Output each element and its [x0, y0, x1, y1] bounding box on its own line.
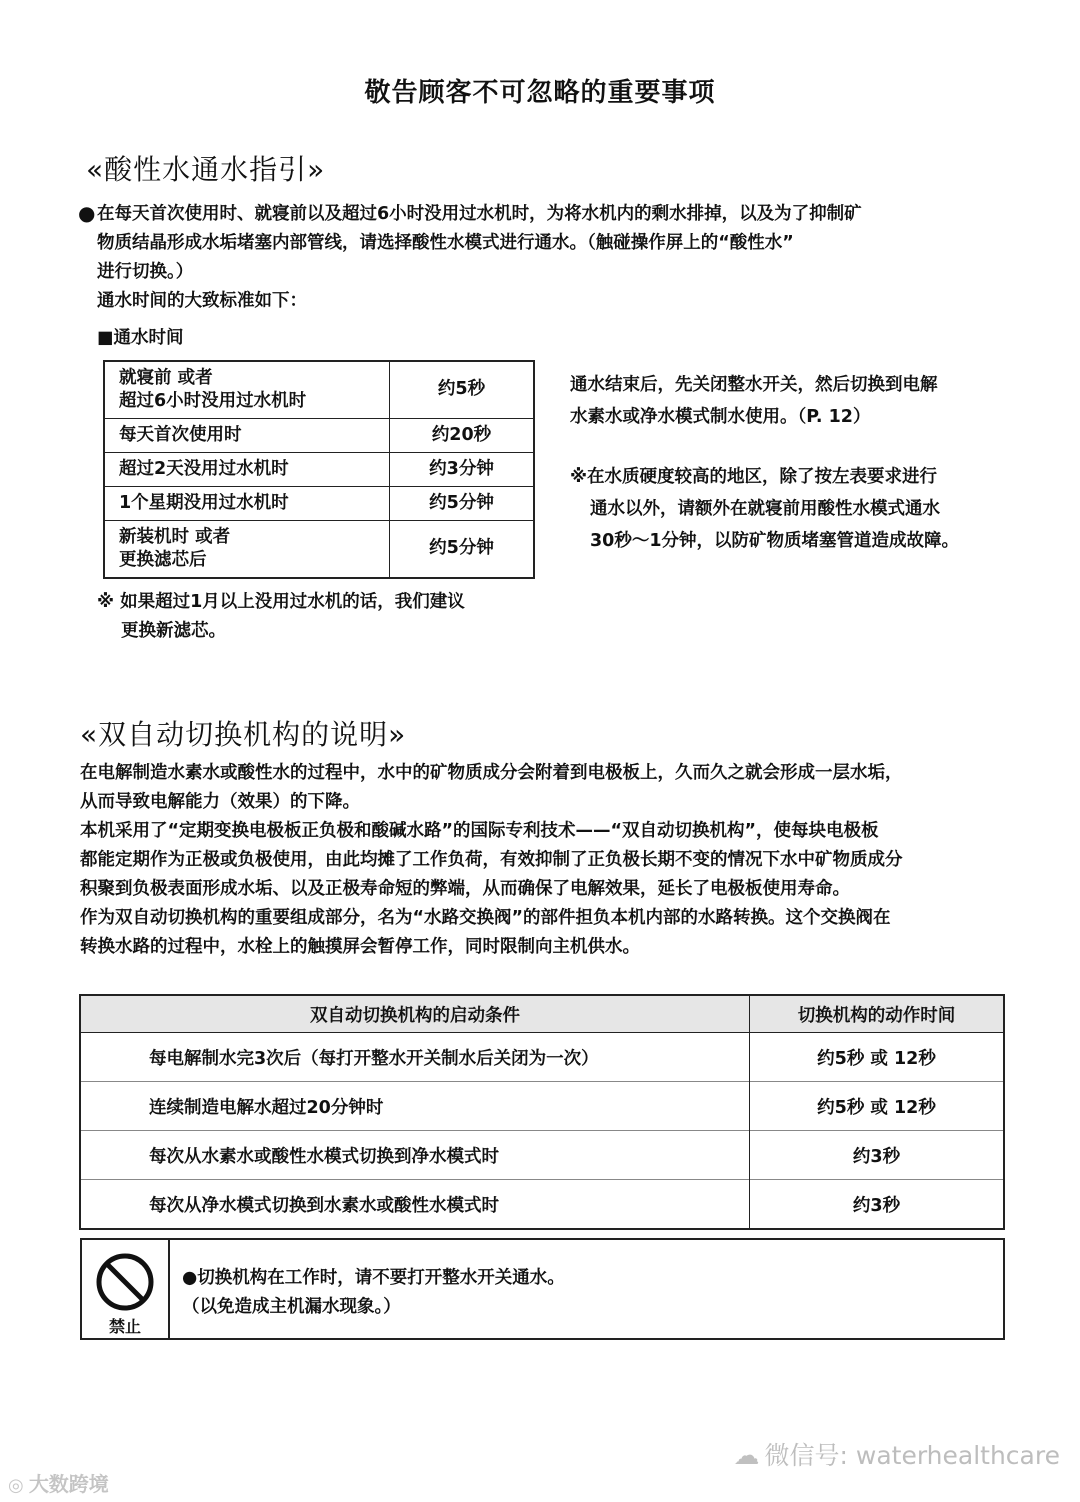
- table-cell-time: 约5秒: [390, 361, 535, 418]
- paragraph-line: 作为双自动切换机构的重要组成部分，名为“水路交换阀”的部件担负本机内部的水路转换。这个交换阀在: [80, 908, 891, 928]
- footer-right-brand: [700, 1436, 1060, 1472]
- paragraph-line: 通水时间的大致标准如下：: [97, 291, 307, 311]
- switch-mechanism-table: [79, 994, 1005, 1230]
- warning-line: ●切换机构在工作时，请不要打开整水开关通水。: [182, 1268, 565, 1288]
- instruction-line: 水素水或净水模式制水使用。（P. 12）: [570, 407, 871, 427]
- paragraph-line: 积聚到负极表面形成水垢、以及正极寿命短的弊端，从而确保了电解效果，延长了电极板使用寿命。: [80, 879, 850, 899]
- warning-box: [80, 1238, 1005, 1340]
- acid-water-paragraph: [97, 200, 1057, 316]
- instruction-line: 通水结束后，先关闭整水开关，然后切换到电解: [570, 375, 938, 395]
- wechat-id-text: 微信号: waterhealthcare: [764, 1441, 1060, 1470]
- warning-line: （以免造成主机漏水现象。）: [182, 1297, 401, 1317]
- paragraph-line: 都能定期作为正极或负极使用，由此均摊了工作负荷，有效抑制了正负极长期不变的情况下水中矿物质成分: [80, 850, 903, 870]
- table-header-condition: 双自动切换机构的启动条件: [80, 995, 750, 1033]
- bullet-icon: ●: [78, 201, 96, 225]
- table-cell-time: 约5秒 或 12秒: [750, 1033, 1005, 1082]
- note-line: ※ 如果超过1月以上没用过水机的话，我们建议: [97, 592, 465, 612]
- table-row: [80, 1131, 1004, 1180]
- table-row: [104, 452, 534, 486]
- table-row: [104, 486, 534, 520]
- table-cell-condition: 1个星期没用过水机时: [104, 486, 390, 520]
- warning-text: [182, 1264, 565, 1322]
- table-row: [104, 520, 534, 578]
- table-cell-condition: 每天首次使用时: [104, 418, 390, 452]
- hard-water-note: [570, 461, 959, 557]
- paragraph-line: 转换水路的过程中，水栓上的触摸屏会暂停工作，同时限制向主机供水。: [80, 937, 640, 957]
- cell-line: 就寝前 或者: [119, 367, 213, 388]
- table-cell-time: 约3分钟: [390, 452, 535, 486]
- table-cell-condition: 每次从水素水或酸性水模式切换到净水模式时: [80, 1131, 750, 1180]
- note-line: ※在水质硬度较高的地区，除了按左表要求进行: [570, 467, 938, 487]
- table-cell-time: 约5分钟: [390, 520, 535, 578]
- table-row: [80, 1033, 1004, 1082]
- section-heading-dual-switch: «双自动切换机构的说明»: [80, 718, 407, 751]
- table-row: [104, 418, 534, 452]
- cell-line: 超过6小时没用过水机时: [119, 390, 307, 411]
- table-cell-time: 约5秒 或 12秒: [750, 1082, 1005, 1131]
- note-line: 更换新滤芯。: [121, 621, 226, 641]
- prohibition-cell: [82, 1240, 170, 1338]
- table-header-time: 切换机构的动作时间: [750, 995, 1005, 1033]
- table-cell-time: 约3秒: [750, 1131, 1005, 1180]
- after-flow-instructions: [570, 369, 938, 433]
- table-cell-condition: 每电解制水完3次后（每打开整水开关制水后关闭为一次）: [80, 1033, 750, 1082]
- table-cell-condition: 超过2天没用过水机时: [104, 452, 390, 486]
- dual-switch-paragraph: [80, 759, 1070, 962]
- prohibition-label: 禁止: [108, 1317, 141, 1336]
- note-line: 通水以外，请额外在就寝前用酸性水模式通水: [590, 499, 940, 519]
- cell-line: 新装机时 或者: [119, 526, 231, 547]
- flow-time-label: ■通水时间: [97, 328, 184, 348]
- brand-logo-icon: ◎: [8, 1475, 24, 1496]
- paragraph-line: 物质结晶形成水垢堵塞内部管线，请选择酸性水模式进行通水。（触碰操作屏上的“酸性水”: [97, 233, 794, 253]
- paragraph-line: 进行切换。）: [97, 262, 194, 282]
- table-row: [80, 1180, 1004, 1230]
- paragraph-line: 在电解制造水素水或酸性水的过程中，水中的矿物质成分会附着到电极板上，久而久之就会形成一层水垢，: [80, 763, 903, 783]
- table-cell-time: 约5分钟: [390, 486, 535, 520]
- table-cell-condition: 连续制造电解水超过20分钟时: [80, 1082, 750, 1131]
- flow-time-table: [103, 360, 535, 579]
- table-note: [97, 588, 465, 646]
- table-row: [104, 361, 534, 418]
- left-brand-text: 大数跨境: [28, 1472, 109, 1496]
- paragraph-line: 在每天首次使用时、就寝前以及超过6小时没用过水机时，为将水机内的剩水排掉，以及为了抑制矿: [97, 204, 862, 224]
- table-cell-condition: 每次从净水模式切换到水素水或酸性水模式时: [80, 1180, 750, 1230]
- footer-left-brand: [8, 1468, 109, 1497]
- note-line: 30秒～1分钟，以防矿物质堵塞管道造成故障。: [590, 531, 960, 551]
- paragraph-line: 本机采用了“定期变换电极板正负极和酸碱水路”的国际专利技术——“双自动切换机构”，使每块电极板: [80, 821, 879, 841]
- table-cell-condition: [104, 361, 390, 418]
- table-row: [80, 1082, 1004, 1131]
- table-cell-condition: [104, 520, 390, 578]
- table-cell-time: 约20秒: [390, 418, 535, 452]
- section-heading-acid-water: «酸性水通水指引»: [86, 153, 326, 186]
- table-header-row: [80, 995, 1004, 1033]
- paragraph-line: 从而导致电解能力（效果）的下降。: [80, 792, 360, 812]
- wechat-icon: ☁: [733, 1441, 760, 1471]
- table-cell-time: 约3秒: [750, 1180, 1005, 1230]
- page-title: 敬告顾客不可忽略的重要事项: [364, 78, 716, 108]
- cell-line: 更换滤芯后: [119, 549, 207, 570]
